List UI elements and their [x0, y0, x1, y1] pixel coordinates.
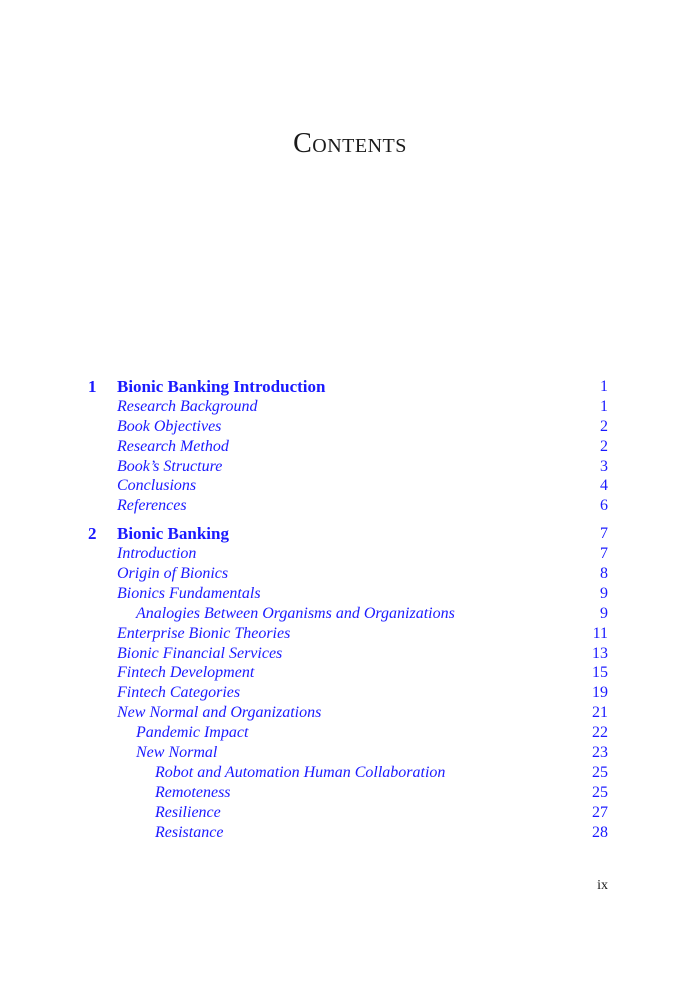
toc-chapter-heading[interactable] — [88, 524, 608, 544]
toc-entry-label: Analogies Between Organisms and Organizations — [136, 604, 455, 622]
chapter-page-number: 7 — [600, 525, 608, 543]
chapter-number: 1 — [88, 377, 97, 396]
toc-entry-page: 2 — [600, 417, 608, 435]
chapter-page-number: 1 — [600, 378, 608, 395]
toc-entry-label: Pandemic Impact — [136, 724, 249, 742]
toc-entry[interactable] — [88, 437, 608, 457]
toc-entry-page: 22 — [592, 724, 608, 742]
toc-entry[interactable] — [88, 476, 608, 496]
toc-chapter-1 — [88, 377, 608, 516]
toc-entry-label: New Normal — [136, 744, 218, 762]
toc-entry-label: Origin of Bionics — [117, 565, 229, 583]
toc-entry[interactable] — [88, 564, 608, 584]
toc-entry-page: 21 — [592, 704, 608, 722]
chapter-title: Bionic Banking Introduction — [117, 377, 326, 396]
toc-entry-label: Bionic Financial Services — [117, 644, 283, 662]
toc-entry-page: 28 — [592, 823, 608, 841]
toc-entry[interactable] — [88, 683, 608, 703]
toc-entry[interactable] — [88, 663, 608, 683]
toc-chapter-2 — [88, 524, 608, 842]
toc-entry[interactable] — [88, 604, 608, 624]
chapter-number: 2 — [88, 524, 97, 544]
toc-entry-page: 6 — [600, 497, 608, 515]
toc-entry-page: 11 — [592, 624, 608, 642]
toc-entry[interactable] — [88, 803, 608, 823]
toc-entry[interactable] — [88, 624, 608, 644]
page-number: ix — [597, 878, 608, 893]
toc-entry-label: Resistance — [155, 823, 224, 841]
toc-entry-label: Book Objectives — [117, 417, 222, 435]
chapter-title: Bionic Banking — [117, 524, 229, 544]
toc-entry-label: Book’s Structure — [117, 457, 223, 475]
toc-entry-label: Remoteness — [155, 783, 231, 801]
toc-entry-page: 25 — [592, 763, 608, 781]
toc-entry-label: Research Background — [117, 397, 258, 415]
toc-entry[interactable] — [88, 457, 608, 477]
toc-entry-page: 25 — [592, 783, 608, 801]
page-title: Contents — [293, 128, 407, 159]
toc-entry-label: Enterprise Bionic Theories — [117, 624, 291, 642]
toc-entry[interactable] — [88, 544, 608, 564]
toc-entry-label: Research Method — [117, 437, 229, 455]
toc-entry-page: 15 — [592, 664, 608, 682]
toc-entry[interactable] — [88, 417, 608, 437]
toc-chapter-heading[interactable] — [88, 377, 608, 397]
toc-entry-label: New Normal and Organizations — [117, 704, 322, 722]
toc-entry-page: 4 — [600, 477, 608, 495]
toc-entry[interactable] — [88, 397, 608, 417]
toc-entry-label: Conclusions — [117, 477, 197, 495]
toc-entry-label: Fintech Development — [117, 664, 255, 682]
toc-entry[interactable] — [88, 584, 608, 604]
toc-entry-page: 9 — [600, 604, 608, 622]
toc-entry-page: 3 — [600, 457, 608, 475]
toc-entry-page: 1 — [600, 397, 608, 415]
toc-entry-label: Introduction — [117, 545, 197, 563]
toc-entry-page: 13 — [592, 644, 608, 662]
toc-entry-page: 23 — [592, 744, 608, 762]
toc-entry-page: 19 — [592, 684, 608, 702]
toc-entry-page: 7 — [600, 545, 608, 563]
toc-entry[interactable] — [88, 743, 608, 763]
toc-entry-label: Resilience — [155, 803, 221, 821]
toc-entry-label: Bionics Fundamentals — [117, 584, 261, 602]
toc-entry-label: Fintech Categories — [117, 684, 241, 702]
toc-entry[interactable] — [88, 783, 608, 803]
toc-entry-label: References — [117, 497, 187, 515]
toc-entry[interactable] — [88, 723, 608, 743]
table-of-contents — [88, 377, 608, 850]
toc-entry[interactable] — [88, 496, 608, 516]
toc-entry-page: 2 — [600, 437, 608, 455]
toc-entry-page: 9 — [600, 584, 608, 602]
toc-entry[interactable] — [88, 644, 608, 664]
toc-entry[interactable] — [88, 763, 608, 783]
toc-entry-page: 27 — [592, 803, 608, 821]
toc-entry[interactable] — [88, 703, 608, 723]
toc-entry-label: Robot and Automation Human Collaboration — [155, 763, 446, 781]
toc-entry-page: 8 — [600, 565, 608, 583]
toc-entry[interactable] — [88, 823, 608, 843]
